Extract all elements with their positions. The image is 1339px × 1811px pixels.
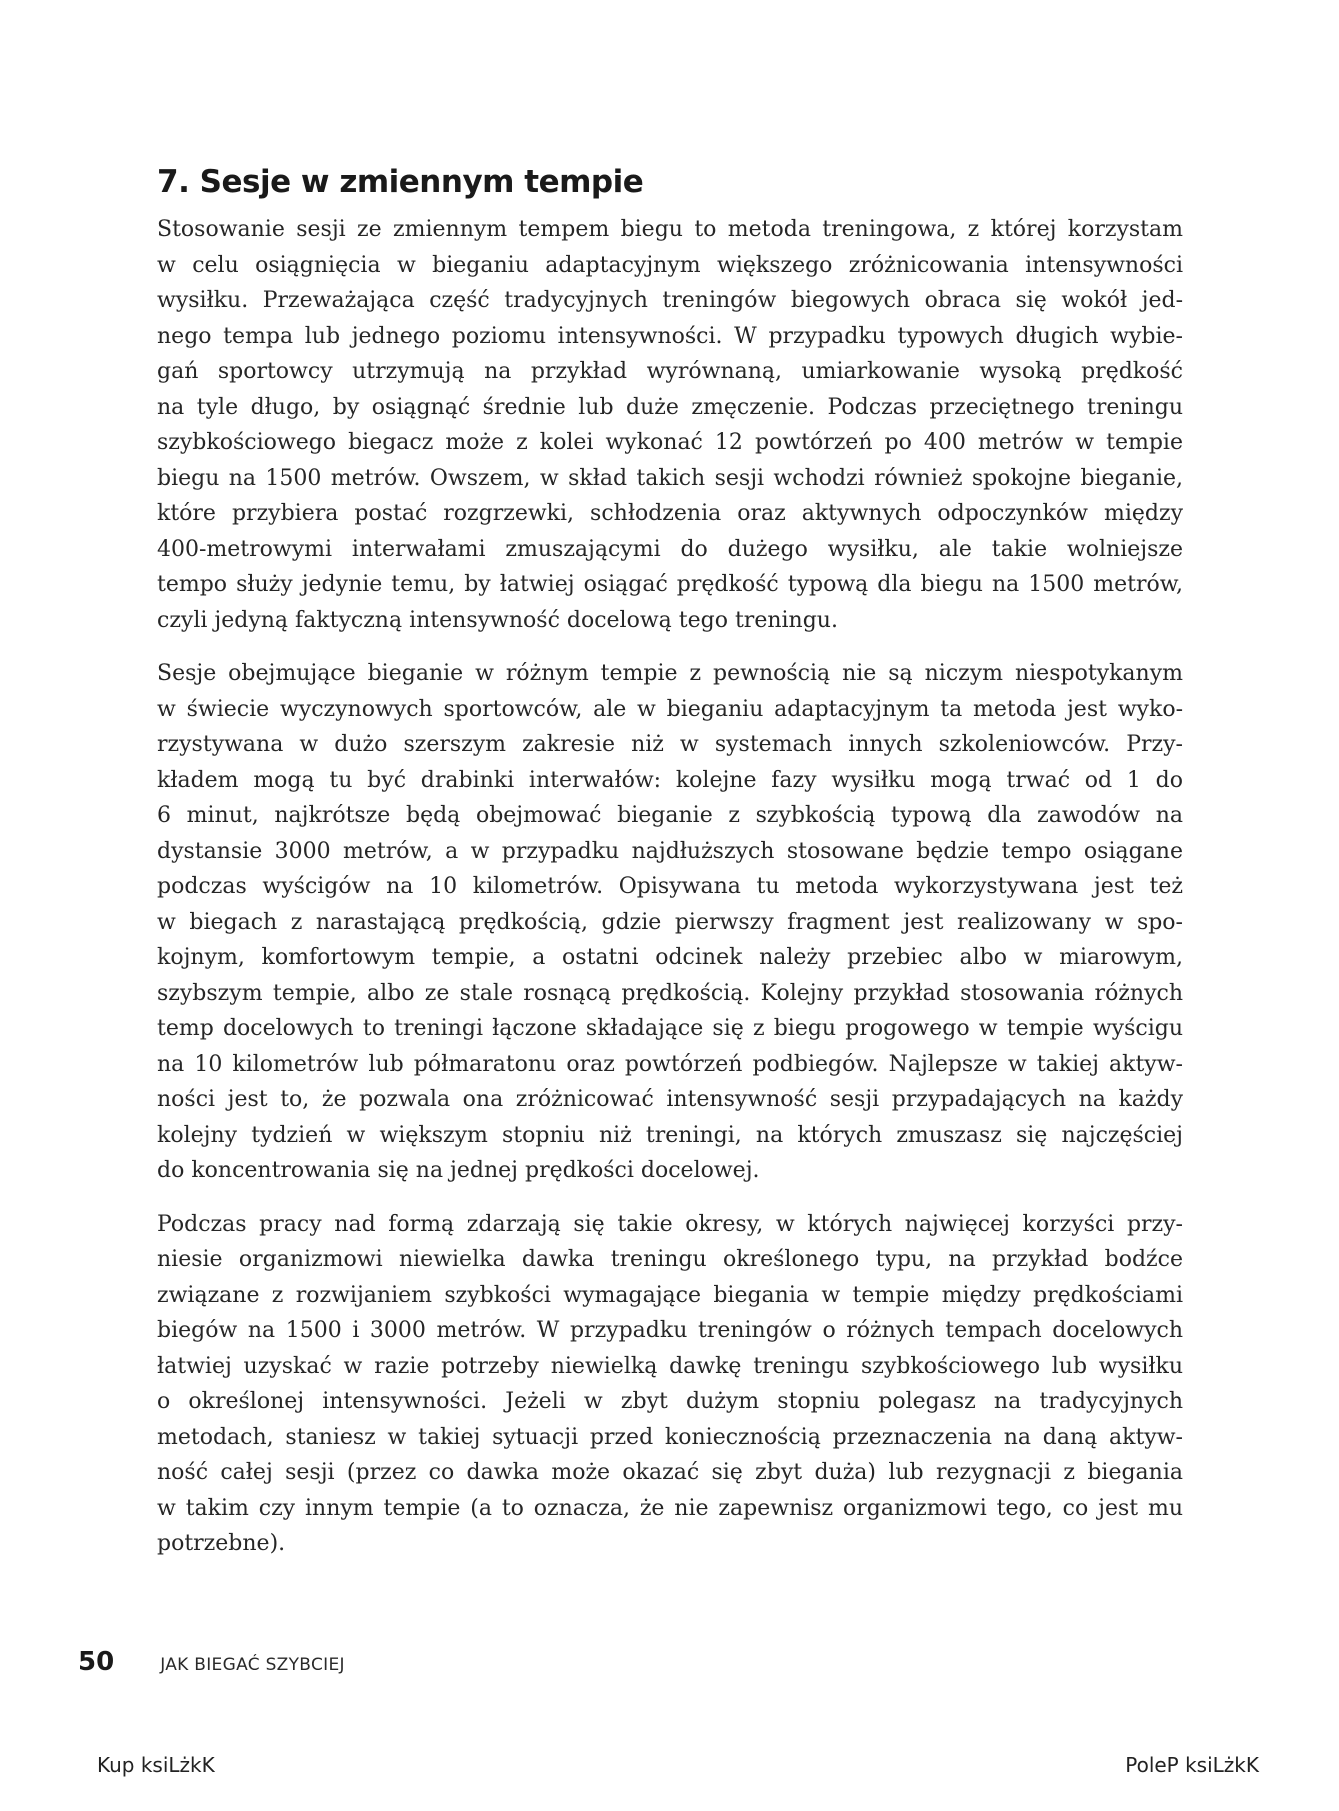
text-line: Podczas pracy nad formą zdarzają się takie okresy, w których najwięcej korzyści przy- bbox=[157, 1211, 1183, 1237]
paragraph-1 bbox=[157, 212, 1183, 638]
body-text bbox=[157, 212, 1183, 1580]
paragraph-3 bbox=[157, 1207, 1183, 1562]
text-line: które przybiera postać rozgrzewki, schłodzenia oraz aktywnych odpoczynków między bbox=[157, 501, 1183, 526]
text-line: dystansie 3000 metrów, a w przypadku najdłuższych stosowane będzie tempo osiągane bbox=[157, 838, 1183, 864]
text-line: w świecie wyczynowych sportowców, ale w bieganiu adaptacyjnym ta metoda jest wyko- bbox=[157, 696, 1183, 722]
text-line: metodach, staniesz w takiej sytuacji przed koniecznością przeznaczenia na daną aktyw- bbox=[157, 1424, 1183, 1450]
text-line: w biegach z narastającą prędkością, gdzie pierwszy fragment jest realizowany w spo- bbox=[157, 909, 1183, 935]
text-line: szybkościowego biegacz może z kolei wykonać 12 powtórzeń po 400 metrów w tempie bbox=[157, 430, 1183, 455]
text-line: niesie organizmowi niewielka dawka treningu określonego typu, na przykład bodźce bbox=[157, 1247, 1183, 1272]
text-line: do koncentrowania się na jednej prędkości docelowej. bbox=[157, 1158, 760, 1183]
text-line: kładem mogą tu być drabinki interwałów: kolejne fazy wysiłku mogą trwać od 1 do bbox=[157, 767, 1183, 793]
page-footer bbox=[78, 1647, 345, 1683]
text-line: łatwiej uzyskać w razie potrzeby niewielką dawkę treningu szybkościowego lub wysiłku bbox=[157, 1353, 1183, 1379]
text-line: rzystywana w dużo szerszym zakresie niż w systemach innych szkoleniowców. Przy- bbox=[157, 732, 1183, 757]
text-line: szybszym tempie, albo ze stale rosnącą prędkością. Kolejny przykład stosowania różnych bbox=[157, 980, 1183, 1006]
text-line: tempo służy jedynie temu, by łatwiej osiągać prędkość typową dla biegu na 1500 metrów, bbox=[157, 572, 1183, 597]
section-heading: 7. Sesje w zmiennym tempie bbox=[157, 164, 644, 200]
text-line: nego tempa lub jednego poziomu intensywności. W przypadku typowych długich wybie- bbox=[157, 323, 1183, 349]
text-line: kojnym, komfortowym tempie, a ostatni odcinek należy przebiec albo w miarowym, bbox=[157, 945, 1183, 970]
text-line: Sesje obejmujące bieganie w różnym tempie z pewnością nie są niczym niespotykanym bbox=[157, 661, 1183, 686]
text-line: 400-metrowymi interwałami zmuszającymi do dużego wysiłku, ale takie wolniejsze bbox=[157, 536, 1183, 562]
text-line: biegu na 1500 metrów. Owszem, w skład takich sesji wchodzi również spokojne bieganie, bbox=[157, 465, 1183, 491]
paragraph-2 bbox=[157, 656, 1183, 1189]
text-line: Stosowanie sesji ze zmiennym tempem biegu to metoda treningowa, z której korzystam bbox=[157, 217, 1183, 242]
running-title: JAK BIEGAĆ SZYBCIEJ bbox=[160, 1655, 345, 1675]
text-line: w celu osiągnięcia w bieganiu adaptacyjnym większego zróżnicowania intensywności bbox=[157, 252, 1183, 278]
page-number: 50 bbox=[78, 1647, 115, 1677]
text-line: ność całej sesji (przez co dawka może okazać się zbyt duża) lub rezygnacji z biegania bbox=[157, 1460, 1183, 1485]
text-line: gań sportowcy utrzymują na przykład wyrównaną, umiarkowanie wysoką prędkość bbox=[157, 359, 1183, 384]
text-line: o określonej intensywności. Jeżeli w zbyt dużym stopniu polegasz na tradycyjnych bbox=[157, 1389, 1183, 1414]
text-line: ności jest to, że pozwala ona zróżnicować intensywność sesji przypadających na każdy bbox=[157, 1087, 1183, 1112]
text-line: na tyle długo, by osiągnąć średnie lub duże zmęczenie. Podczas przeciętnego treningu bbox=[157, 394, 1183, 420]
text-line: 6 minut, najkrótsze będą obejmować bieganie z szybkością typową dla zawodów na bbox=[157, 803, 1183, 828]
text-line: biegów na 1500 i 3000 metrów. W przypadku treningów o różnych tempach docelowych bbox=[157, 1318, 1183, 1343]
buy-book-link[interactable]: Kup ksiLżkK bbox=[97, 1753, 215, 1777]
text-line: temp docelowych to treningi łączone składające się z biegu progowego w tempie wyścigu bbox=[157, 1016, 1183, 1041]
text-line: związane z rozwijaniem szybkości wymagające biegania w tempie między prędkościami bbox=[157, 1282, 1183, 1308]
text-line: wysiłku. Przeważająca część tradycyjnych treningów biegowych obraca się wokół jed- bbox=[157, 288, 1183, 313]
text-line: podczas wyścigów na 10 kilometrów. Opisywana tu metoda wykorzystywana jest też bbox=[157, 874, 1183, 899]
text-line: czyli jedyną faktyczną intensywność docelową tego treningu. bbox=[157, 607, 838, 633]
recommend-book-link[interactable]: PoleP ksiLżkK bbox=[1125, 1753, 1259, 1777]
text-line: kolejny tydzień w większym stopniu niż treningi, na których zmuszasz się najczęściej bbox=[157, 1122, 1183, 1148]
text-line: w takim czy innym tempie (a to oznacza, że nie zapewnisz organizmowi tego, co jest mu bbox=[157, 1495, 1183, 1521]
text-line: na 10 kilometrów lub półmaratonu oraz powtórzeń podbiegów. Najlepsze w takiej aktyw- bbox=[157, 1051, 1183, 1077]
text-line: potrzebne). bbox=[157, 1531, 286, 1556]
